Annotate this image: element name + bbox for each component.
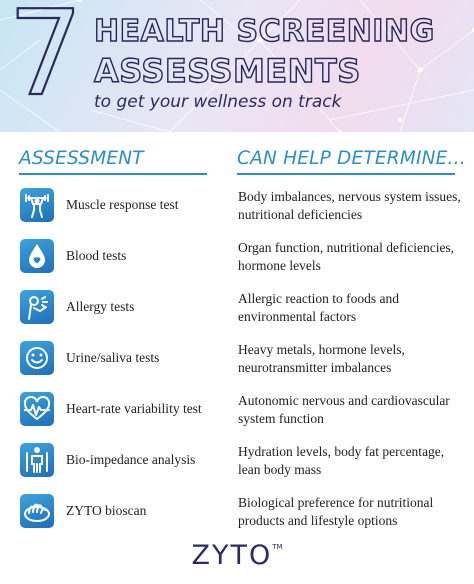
column-header-determine: CAN HELP DETERMINE... bbox=[237, 148, 466, 169]
test-result: Biological preference for nutritional products and lifestyle options bbox=[238, 495, 434, 528]
test-name: Blood tests bbox=[66, 248, 127, 263]
number-seven: 7 bbox=[8, 0, 84, 122]
title-line-1: HEALTH SCREENING bbox=[94, 14, 435, 49]
test-name: Muscle response test bbox=[66, 197, 179, 212]
test-result: Heavy metals, hormone levels, neurotransmitter imbalances bbox=[238, 342, 405, 375]
column-divider-left bbox=[19, 173, 207, 175]
hand-scanner-icon bbox=[20, 494, 54, 528]
list-item bbox=[0, 443, 474, 493]
title-line-2: ASSESSMENTS bbox=[94, 52, 361, 90]
test-result: Allergic reaction to foods and environmental factors bbox=[238, 291, 399, 324]
zyto-logo bbox=[0, 540, 474, 571]
test-result: Body imbalances, nervous system issues, nutritional deficiencies bbox=[238, 189, 461, 222]
test-name: ZYTO bioscan bbox=[66, 503, 147, 518]
face-saliva-icon bbox=[20, 341, 54, 375]
trademark-mark: TM bbox=[272, 543, 283, 551]
test-name: Allergy tests bbox=[66, 299, 135, 314]
test-name: Heart-rate variability test bbox=[66, 401, 202, 416]
test-name: Urine/saliva tests bbox=[66, 350, 160, 365]
header-banner bbox=[0, 0, 474, 132]
allergy-sneeze-icon bbox=[20, 290, 54, 324]
list-item bbox=[0, 341, 474, 391]
heart-rate-icon bbox=[20, 392, 54, 426]
column-divider-right bbox=[237, 173, 455, 175]
test-result: Hydration levels, body fat percentage, lean body mass bbox=[238, 444, 445, 477]
list-item bbox=[0, 188, 474, 238]
test-name: Bio-impedance analysis bbox=[66, 452, 196, 467]
logo-text: ZYTO bbox=[191, 540, 273, 571]
column-header-assessment: ASSESSMENT bbox=[19, 148, 144, 169]
muscle-weightlifter-icon bbox=[20, 188, 54, 222]
test-result: Organ function, nutritional deficiencies, hormone levels bbox=[238, 240, 455, 273]
list-item bbox=[0, 239, 474, 289]
list-item bbox=[0, 494, 474, 544]
body-scan-icon bbox=[20, 443, 54, 477]
list-item bbox=[0, 290, 474, 340]
list-item bbox=[0, 392, 474, 442]
subtitle: to get your wellness on track bbox=[94, 92, 342, 112]
test-result: Autonomic nervous and cardiovascular system function bbox=[238, 393, 450, 426]
blood-drop-icon bbox=[20, 239, 54, 273]
